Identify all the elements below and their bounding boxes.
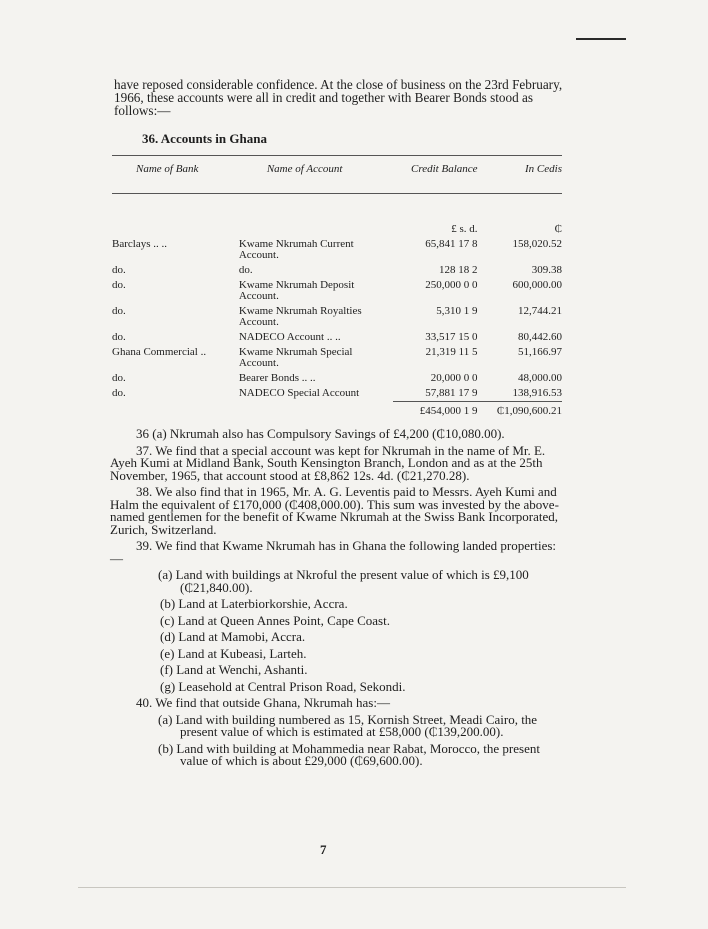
table-row (112, 371, 562, 386)
credit-balance-cell: 20,000 0 0 (430, 372, 478, 384)
header-name-of-bank: Name of Bank (112, 156, 239, 194)
total-cedis: ₵1,090,600.21 (484, 402, 562, 430)
cedis-cell: 309.38 (531, 264, 562, 276)
account-name-cell: NADECO Account .. .. (238, 331, 341, 343)
total-credit-balance: £454,000 1 9 (393, 402, 484, 430)
bank-name-cell: Ghana Commercial .. (112, 346, 207, 358)
property-item: (f) Land at Wenchi, Ashanti. (160, 662, 308, 677)
account-name-cell: NADECO Special Account (238, 387, 360, 399)
table-row (112, 304, 562, 330)
credit-balance-cell: 250,000 0 0 (425, 279, 478, 291)
corner-rule (576, 38, 626, 40)
table-row (112, 345, 562, 371)
header-credit-balance: Credit Balance (393, 156, 484, 194)
body-text (110, 428, 562, 772)
para-37: 37. We find that a special account was kept for Nkrumah in the name of Mr. E. Ayeh Kumi at Midland Bank, South Kensington Branch, London and as at the 25th November, 1965, that account stood at £8,862 12s. 4d. (₵21,270.28). (110, 442, 546, 483)
cedis-cell: 80,442.60 (518, 331, 562, 343)
account-name-cell: Kwame Nkrumah Royalties Account. (238, 305, 362, 328)
abroad-item: (a) Land with building numbered as 15, Kornish Street, Meadi Cairo, the present value of which is estimated at £58,000 (₵139,200.00). (158, 711, 538, 739)
cedis-cell: 600,000.00 (512, 279, 562, 291)
properties-list (110, 569, 562, 693)
account-name-cell: Kwame Nkrumah Deposit Account. (238, 279, 355, 302)
bank-name-cell: do. (112, 387, 126, 399)
table-row (112, 330, 562, 345)
para-40: 40. We find that outside Ghana, Nkrumah has:— (136, 695, 390, 710)
account-name-cell: Bearer Bonds .. .. (238, 372, 316, 384)
header-in-cedis: In Cedis (484, 156, 562, 194)
bank-name-cell: do. (112, 264, 126, 276)
account-name-cell: Kwame Nkrumah Special Account. (238, 346, 353, 369)
credit-balance-cell: 128 18 2 (439, 264, 478, 276)
credit-balance-cell: 65,841 17 8 (425, 238, 478, 250)
bank-name-cell: do. (112, 305, 126, 317)
para-36a: 36 (a) Nkrumah also has Compulsory Savings of £4,200 (₵10,080.00). (136, 426, 505, 441)
property-item: (b) Land at Laterbiorkorshie, Accra. (160, 596, 348, 611)
table-row (112, 237, 562, 263)
page-edge-rule (78, 887, 626, 888)
unit-label: £ s. d. (451, 223, 478, 235)
property-item: (g) Leasehold at Central Prison Road, Sekondi. (160, 678, 406, 694)
unit-label (112, 194, 239, 238)
page-number: 7 (320, 842, 327, 857)
units-row (112, 194, 562, 238)
cedis-cell: 48,000.00 (518, 372, 562, 384)
property-item: (c) Land at Queen Annes Point, Cape Coast. (160, 612, 390, 628)
property-item: (e) Land at Kubeasi, Larteh. (160, 645, 307, 661)
credit-balance-cell: 33,517 15 0 (425, 331, 478, 343)
header-name-of-account: Name of Account (239, 156, 393, 194)
para-39: 39. We find that Kwame Nkrumah has in Ghana the following landed properties:— (110, 538, 557, 566)
table-row (112, 386, 562, 402)
accounts-table (112, 155, 562, 430)
credit-balance-cell: 21,319 11 5 (425, 346, 478, 358)
bank-name-cell: Barclays .. .. (112, 238, 167, 250)
cedis-cell: 138,916.53 (512, 387, 562, 399)
bank-name-cell: do. (112, 331, 126, 343)
credit-balance-cell: 57,881 17 9 (425, 387, 478, 399)
cedis-cell: 158,020.52 (512, 238, 562, 250)
table-row (112, 278, 562, 304)
property-item: (a) Land with buildings at Nkroful the present value of which is £9,100 (₵21,840.00). (158, 567, 529, 595)
abroad-item: (b) Land with building at Mohammedia near Rabat, Morocco, the present value of which is about £29,000 (₵69,600.00). (158, 740, 540, 768)
unit-label (239, 194, 393, 238)
property-item: (d) Land at Mamobi, Accra. (160, 629, 306, 644)
cedis-cell: 12,744.21 (518, 305, 562, 317)
table-row (112, 263, 562, 278)
para-38: 38. We also find that in 1965, Mr. A. G. Leventis paid to Messrs. Ayeh Kumi and Halm the equivalent of £170,000 (₵408,000.00). This sum was invested by the above-named gentlemen for the benefit of Kwame Nkrumah at the Swiss Bank Incorporated, Zurich, Switzerland. (110, 484, 559, 537)
section-heading: 36. Accounts in Ghana (142, 131, 267, 146)
bank-name-cell: do. (112, 372, 126, 384)
unit-label: ₵ (554, 223, 562, 235)
intro-paragraph: have reposed considerable confidence. At the close of business on the 23rd February, 1966, these accounts were all in credit and together with Bearer Bonds stood as follows:— (114, 77, 563, 118)
cedis-cell: 51,166.97 (518, 346, 562, 358)
account-name-cell: do. (238, 264, 253, 276)
account-name-cell: Kwame Nkrumah Current Account. (238, 238, 354, 261)
table-header-row (112, 156, 562, 194)
bank-name-cell: do. (112, 279, 126, 291)
credit-balance-cell: 5,310 1 9 (436, 305, 478, 317)
